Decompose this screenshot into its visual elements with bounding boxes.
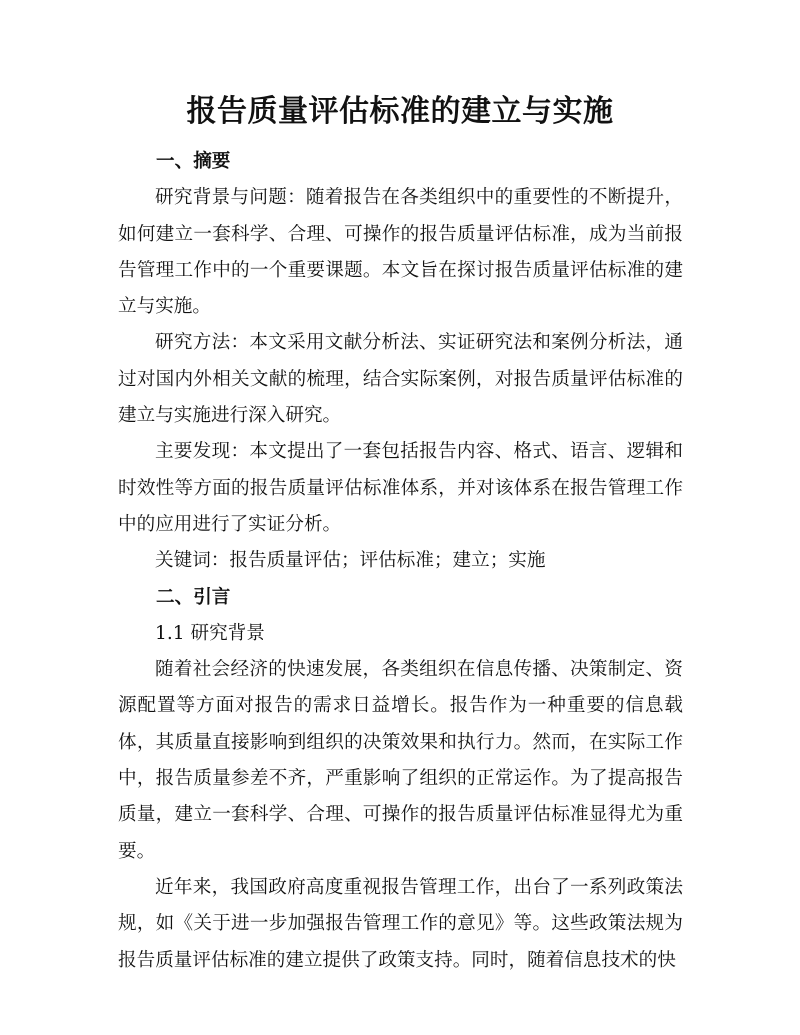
abstract-background-paragraph: 研究背景与问题：随着报告在各类组织中的重要性的不断提升，如何建立一套科学、合理、可操作的报告质量评估标准，成为当前报告管理工作中的一个重要课题。本文旨在探讨报告质量评估标准的建立与实施。	[118, 187, 683, 318]
document-title: 报告质量评估标准的建立与实施	[186, 94, 614, 129]
introduction-paragraph-2: 近年来，我国政府高度重视报告管理工作，出台了一系列政策法规，如《关于进一步加强报告管理工作的意见》等。这些政策法规为报告质量评估标准的建立提供了政策支持。同时，随着信息技术的快	[118, 876, 683, 971]
document-body	[118, 144, 683, 979]
abstract-findings-paragraph: 主要发现：本文提出了一套包括报告内容、格式、语言、逻辑和时效性等方面的报告质量评估标准体系，并对该体系在报告管理工作中的应用进行了实证分析。	[118, 441, 683, 535]
section-heading-abstract: 一、摘要	[156, 151, 231, 172]
subsection-heading-background: 1.1 研究背景	[155, 622, 265, 644]
keywords-line: 关键词：报告质量评估；评估标准；建立；实施	[155, 550, 546, 572]
abstract-method-paragraph: 研究方法：本文采用文献分析法、实证研究法和案例分析法，通过对国内外相关文献的梳理，结合实际案例，对报告质量评估标准的建立与实施进行深入研究。	[118, 332, 683, 427]
section-heading-introduction: 二、引言	[156, 586, 231, 608]
introduction-paragraph-1: 随着社会经济的快速发展，各类组织在信息传播、决策制定、资源配置等方面对报告的需求日益增长。报告作为一种重要的信息载体，其质量直接影响到组织的决策效果和执行力。然而，在实际工作中，报告质量参差不齐，严重影响了组织的正常运作。为了提高报告质量，建立一套科学、合理、可操作的报告质量评估标准显得尤为重要。	[118, 659, 683, 862]
